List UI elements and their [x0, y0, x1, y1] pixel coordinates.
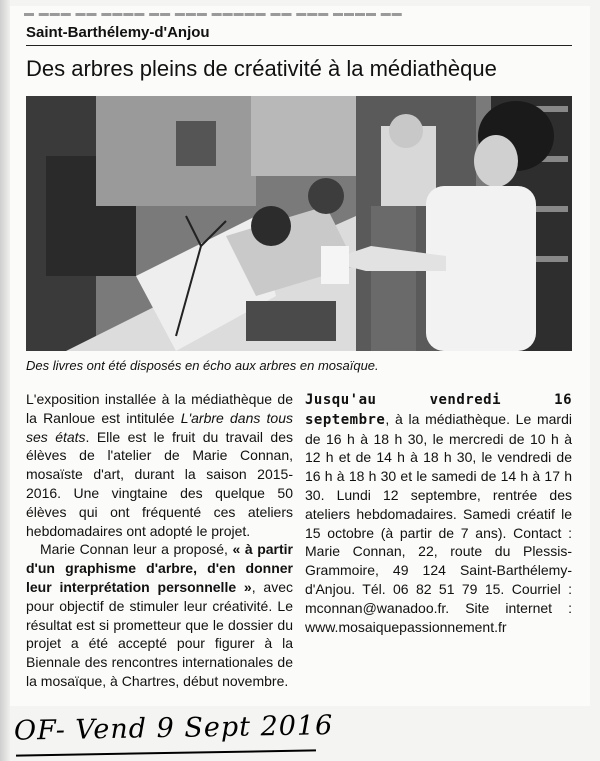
article-column-right: [305, 390, 572, 636]
handwritten-underline: [16, 749, 316, 756]
cut-off-text-strip: ▬ ▬▬▬ ▬▬ ▬▬▬▬ ▬▬ ▬▬▬ ▬▬▬▬▬ ▬▬ ▬▬▬ ▬▬▬▬ ▬▬: [24, 8, 403, 18]
town-rubric: Saint-Barthélemy-d'Anjou: [26, 24, 210, 41]
exhibition-title: L'arbre dans tous ses états: [26, 409, 293, 445]
paragraph-intro: [26, 390, 293, 540]
article-photo: [26, 96, 572, 351]
page-edge: [0, 0, 10, 761]
article-column-left: [26, 390, 293, 691]
exhibition-dates: Jusqu'au vendredi 16 septembre: [305, 392, 572, 428]
practical-info: , à la médiathèque. Le mardi de 16 h à 18 h 30, le mercredi de 10 h à 12 h et de 14 h à 18 h 30, le vendredi de 16 h à 18 h 30 et le samedi de 14 h à 17 h 30. Lundi 12 septembre, rentrée des ateliers hebdomadaires. Samedi créatif le 15 octobre (à partir de 7 ans). Contact : Marie Connan, 22, route du Plessis-Grammoire, 49 124 Saint-Barthélemy-d'Anjou. Tél. 06 82 51 79 15. Courriel : mconnan@wanadoo.fr. Site internet : www.mosaiquepassionnement.fr: [305, 410, 572, 635]
artist-quote: « à partir d'un graphisme d'arbre, d'en donner leur interprétation personnelle »: [26, 541, 294, 595]
quote-text-a: Marie Connan leur a proposé,: [40, 541, 233, 558]
paragraph-quote: [26, 540, 293, 690]
intro-text-a: L'exposition installée à la médiathèque de la Ranloue est intitulée: [26, 391, 293, 426]
intro-text-b: . Elle est le fruit du travail des élèves de l'atelier de Marie Connan, mosaïste d'art, durant la saison 2015-2016. Une vingtaine des quelque 50 élèves qui ont fréquenté ces ateliers hebdomadaires ont adopté le projet.: [26, 428, 293, 539]
handwritten-source-note: OF- Vend 9 Sept 2016: [13, 710, 334, 747]
rubric-divider: [26, 45, 572, 46]
photo-caption: Des livres ont été disposés en écho aux arbres en mosaïque.: [26, 358, 379, 373]
paragraph-practical: [305, 390, 572, 636]
quote-text-b: , avec pour objectif de stimuler leur créativité. Le résultat est si prometteur que le dossier du projet a été accepté pour figurer à la Biennale des rencontres internationales de la mosaïque, à Chartres, début novembre.: [26, 578, 293, 689]
article-headline: Des arbres pleins de créativité à la médiathèque: [26, 56, 497, 81]
